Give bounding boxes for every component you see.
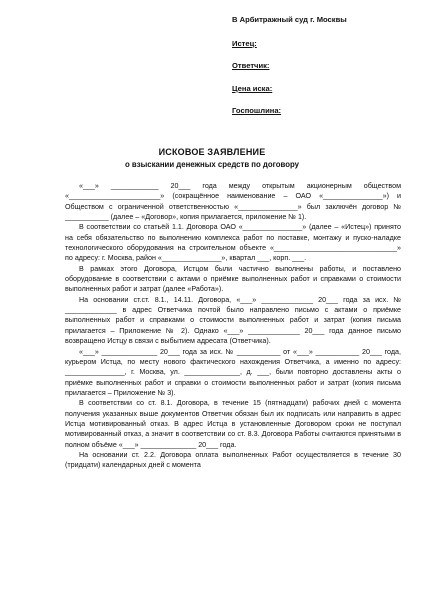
paragraph: На основании ст.ст. 8.1., 14.11. Договора, «___» _____________ 20___ года за исх. № _____________ в адрес Ответчика почтой было направлено письмо с актами о приёмке выполненных работ и справками о стоимости выполненных работ и затрат (копия письма прилагается – Приложение № 2). Однако «___» _____________ 20___ года данное письмо возвращено Истцу в связи с выбытием адресата (Ответчика). <box>65 295 401 346</box>
court-name: В Арбитражный суд г. Москвы <box>232 15 347 24</box>
paragraph: На основании ст. 2.2. Договора оплата выполненных Работ осуществляется в течение 30 (тридцати) календарных дней с момента <box>65 450 401 470</box>
plaintiff-line <box>232 38 418 49</box>
addressee-block <box>232 14 418 128</box>
paragraph: В рамках этого Договора, Истцом были частично выполнены работы, и поставлено оборудование в соответствии с актами о приёмке выполненных работ и справками о стоимости выполненных работ и затрат (далее «Работа»). <box>65 264 401 294</box>
paragraph: «___» ____________ 20___ года между открытым акционерным обществом «_______________________» (сокращённое наименование – ОАО «_______________») и Обществом с ограниченной ответственностью «_______________» был заключён договор № ___________ (далее – «Договор», копия прилагается, приложение № 1). <box>65 182 401 222</box>
claim-price-line <box>232 83 418 94</box>
state-duty-line <box>232 105 418 116</box>
state-duty-label: Госпошлина: <box>232 106 282 115</box>
defendant-line <box>232 60 418 71</box>
paragraph: В соответствии со ст. 8.1. Договора, в течение 15 (пятнадцати) рабочих дней с момента получения указанных выше документов Ответчик обязан был их подписать или направить в адрес Истца мотивированный отказ. В адрес Истца в установленные Договором сроки не поступал мотивированный отказ, а значит в соответствии со ст. 8.3. Договора Работы считаются принятыми в полном объёме «___» ______________ 20___ года. <box>65 399 401 449</box>
document-title: ИСКОВОЕ ЗАЯВЛЕНИЕ <box>158 147 266 157</box>
plaintiff-label: Истец: <box>232 38 257 48</box>
claim-price-label: Цена иска: <box>232 83 273 93</box>
document-heading <box>0 146 424 170</box>
defendant-label: Ответчик: <box>232 61 270 70</box>
paragraph: «___» ______________ 20___ года за исх. № ___________ от «___» ___________ 20___ года, курьером Истца, по месту нового фактического нахождения Ответчика, а именно по адресу: _______________, г. Москва, ул. ______________, д. ___, были повторно доставлены акты о приёмке выполненных работ и справки о стоимости выполненных работ и затрат (копия письма прилагается – Приложение № 3). <box>65 347 401 397</box>
claim-body <box>65 181 401 471</box>
document-subtitle: о взыскании денежных средств по договору <box>124 160 300 169</box>
paragraph: В соответствии со статьёй 1.1. Договора ОАО «_______________» (далее – «Истец») принято на себя обязательство по выполнению комплекса работ по поставке, монтажу и пуско-наладке технологического оборудования на строительном объекте «_______________________________» по адресу: г. Москва, район «_______________», квартал ___, корп. ___. <box>65 223 401 263</box>
